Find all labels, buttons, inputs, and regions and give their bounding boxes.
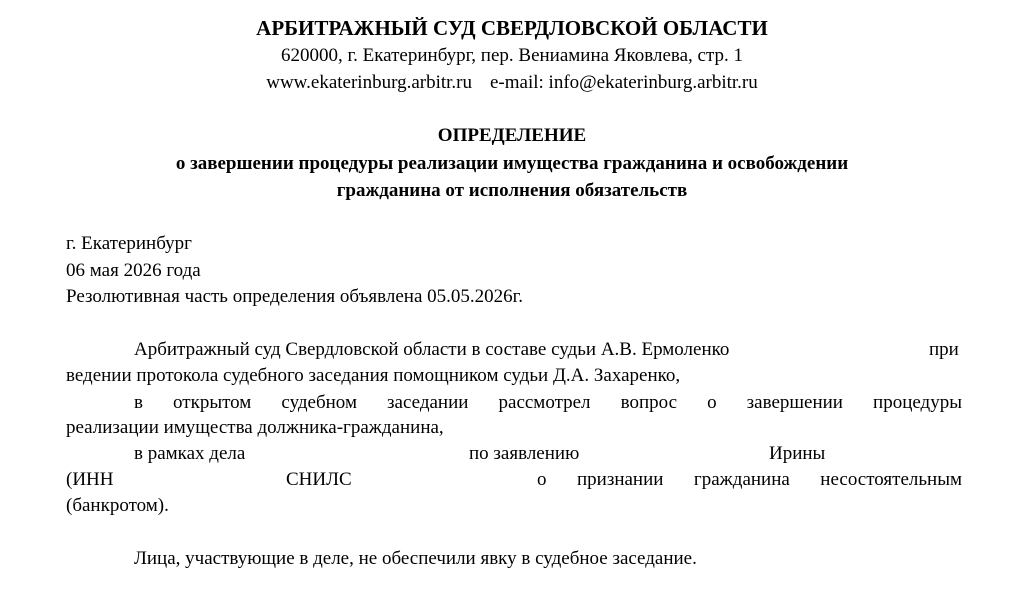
paragraph-3-application-label: по заявлению: [469, 443, 580, 464]
paragraph-3-line-3: (банкротом).: [66, 495, 169, 516]
document-type: ОПРЕДЕЛЕНИЕ: [437, 125, 587, 146]
court-contacts: [0, 71, 1024, 95]
paragraph-2-line-2: реализации имущества должника-гражданина,: [66, 417, 444, 438]
paragraph-3-case-label: в рамках дела: [134, 443, 246, 464]
paragraph-3-bankruptcy-text: о признании гражданина несостоятельным: [537, 469, 962, 490]
paragraph-1-line-1-end: при: [929, 339, 959, 360]
document-subject-line-1: о завершении процедуры реализации имущества гражданина и освобождении: [175, 153, 849, 174]
city: г. Екатеринбург: [66, 233, 192, 254]
paragraph-1-line-2: ведении протокола судебного заседания помощником судьи Д.А. Захаренко,: [66, 365, 681, 386]
paragraph-3-inn-label: (ИНН: [66, 469, 114, 490]
paragraph-1-line-1-main: Арбитражный суд Свердловской области в составе судьи А.В. Ермоленко: [134, 339, 730, 360]
paragraph-4: Лица, участвующие в деле, не обеспечили явку в судебное заседание.: [134, 548, 697, 569]
resolution-note: Резолютивная часть определения объявлена 05.05.2026г.: [66, 286, 524, 307]
paragraph-3-applicant-name: Ирины: [769, 443, 826, 464]
court-email: e-mail: info@ekaterinburg.arbitr.ru: [490, 72, 758, 93]
paragraph-2-line-1: в открытом судебном заседании рассмотрел вопрос о завершении процедуры: [134, 392, 962, 413]
court-name: АРБИТРАЖНЫЙ СУД СВЕРДЛОВСКОЙ ОБЛАСТИ: [256, 16, 768, 40]
court-address: 620000, г. Екатеринбург, пер. Вениамина Яковлева, стр. 1: [280, 45, 744, 66]
document-date: 06 мая 2026 года: [66, 260, 201, 281]
document-subject-line-2: гражданина от исполнения обязательств: [336, 180, 688, 201]
paragraph-3-snils-label: СНИЛС: [286, 469, 352, 490]
court-website: www.ekaterinburg.arbitr.ru: [266, 72, 472, 93]
